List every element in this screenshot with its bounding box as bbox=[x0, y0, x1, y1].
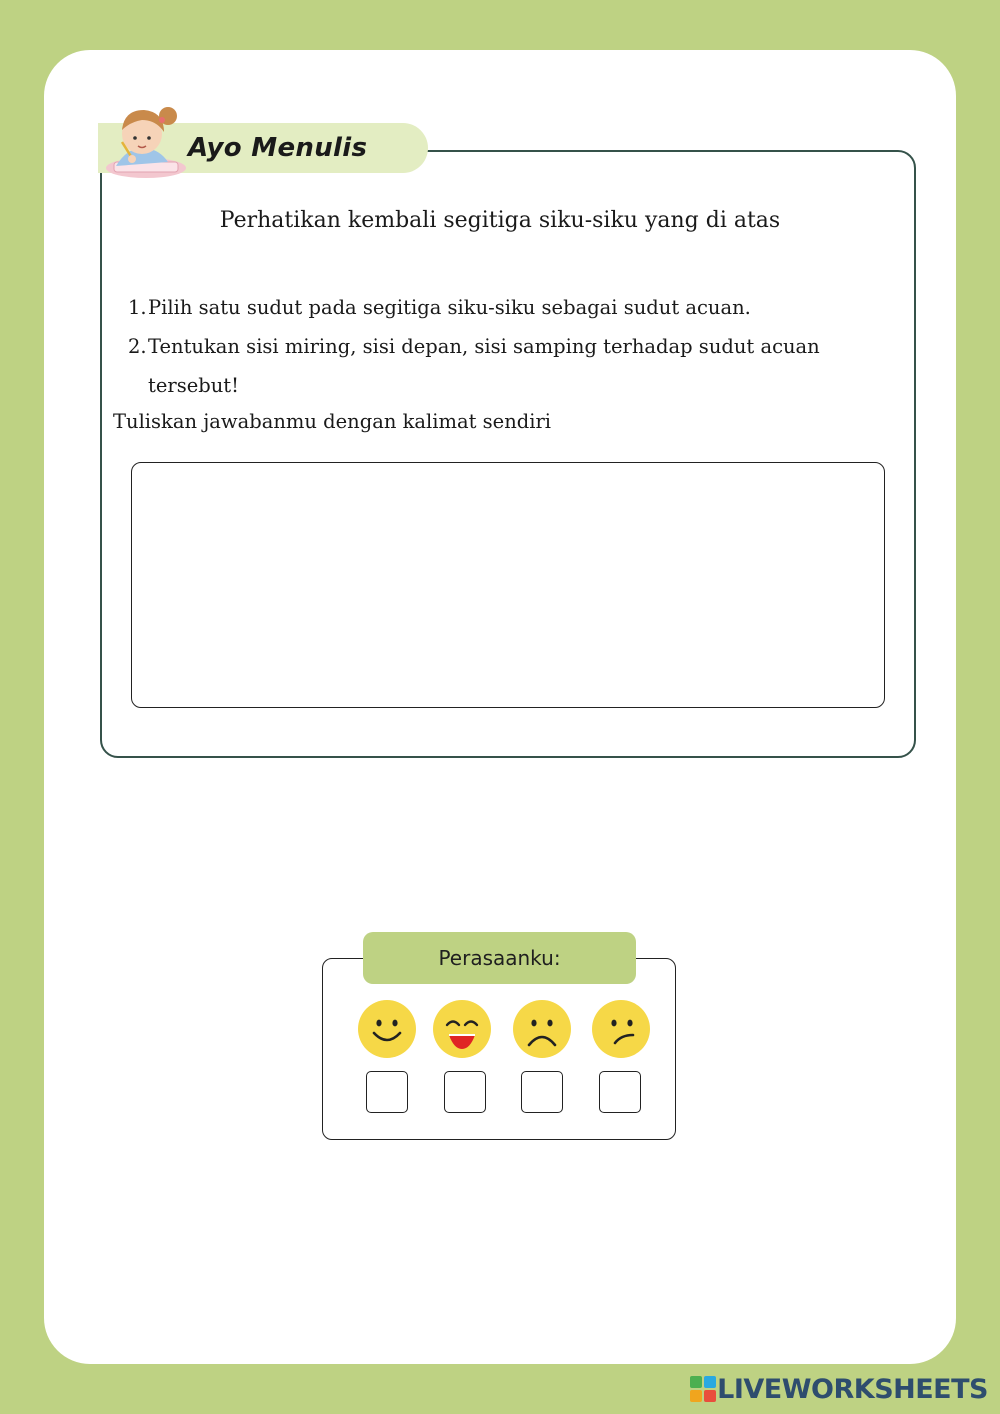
liveworksheets-logo-icon bbox=[690, 1376, 716, 1402]
list-item-text: Pilih satu sudut pada segitiga siku-siku sebagai sudut acuan. bbox=[148, 296, 751, 319]
list-item-number: 1. bbox=[128, 296, 147, 319]
frowning-face-icon bbox=[512, 999, 572, 1059]
answer-prompt: Tuliskan jawabanmu dengan kalimat sendiri bbox=[113, 410, 552, 433]
smiling-face-icon bbox=[357, 999, 417, 1059]
feeling-checkbox-smiling[interactable] bbox=[366, 1071, 408, 1113]
grinning-face-icon bbox=[432, 999, 492, 1059]
list-item-text: Tentukan sisi miring, sisi depan, sisi samping terhadap sudut acuan tersebut! bbox=[148, 335, 820, 397]
girl-writing-illustration bbox=[98, 96, 190, 182]
list-item bbox=[120, 327, 890, 405]
answer-textarea[interactable] bbox=[131, 462, 885, 708]
confused-face-icon bbox=[591, 999, 651, 1059]
list-item-number: 2. bbox=[128, 335, 147, 358]
feelings-label: Perasaanku: bbox=[363, 932, 636, 984]
feeling-checkbox-grinning[interactable] bbox=[444, 1071, 486, 1113]
list-item bbox=[120, 288, 890, 327]
section-title: Ayo Menulis bbox=[188, 133, 368, 163]
instruction-title: Perhatikan kembali segitiga siku-siku yang di atas bbox=[219, 208, 781, 233]
feeling-checkbox-confused[interactable] bbox=[599, 1071, 641, 1113]
task-list bbox=[120, 288, 890, 405]
brand-wordmark: LIVEWORKSHEETS bbox=[717, 1374, 988, 1405]
feeling-checkbox-frowning[interactable] bbox=[521, 1071, 563, 1113]
